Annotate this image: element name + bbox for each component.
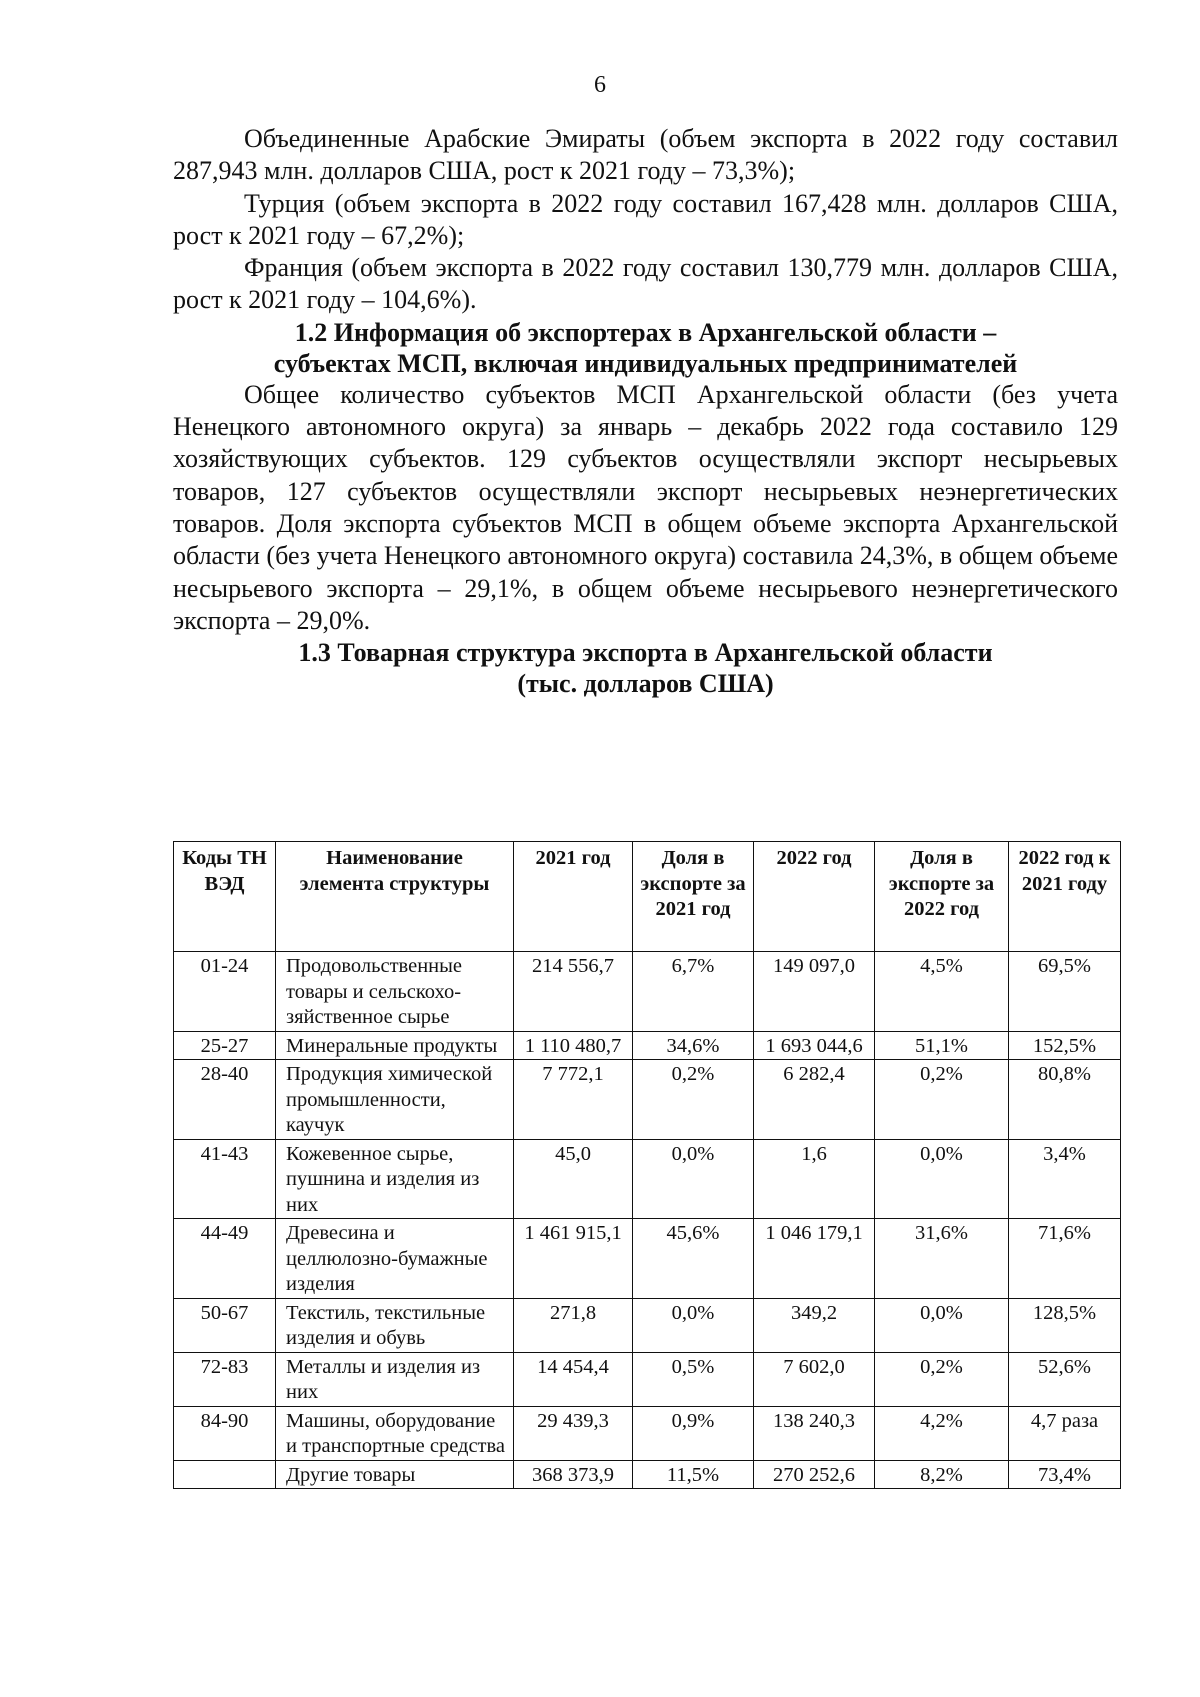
section-1-3-heading-line1: 1.3 Товарная структура экспорта в Архангельской области (298, 638, 993, 668)
cell-share-2022: 51,1% (875, 1031, 1009, 1060)
cell-name: Металлы и изделия из них (276, 1352, 514, 1406)
cell-share-2021: 0,2% (633, 1060, 754, 1140)
cell-value-2021: 29 439,3 (514, 1406, 633, 1460)
cell-ratio: 4,7 раза (1009, 1406, 1121, 1460)
cell-value-2021: 14 454,4 (514, 1352, 633, 1406)
cell-value-2021: 45,0 (514, 1139, 633, 1219)
cell-share-2022: 8,2% (875, 1460, 1009, 1489)
table-row (174, 1298, 1121, 1352)
header-2022: 2022 год (754, 842, 875, 952)
cell-code: 50-67 (174, 1298, 276, 1352)
intro-paragraph-uae: Объединенные Арабские Эмираты (объем экспорта в 2022 году составил 287,943 млн. долларов США, рост к 2021 году – 73,3%); (173, 124, 1118, 186)
cell-name: Текстиль, текстильные изделия и обувь (276, 1298, 514, 1352)
cell-value-2022: 270 252,6 (754, 1460, 875, 1489)
page-number: 6 (594, 72, 606, 98)
cell-code: 01-24 (174, 952, 276, 1032)
cell-share-2022: 4,2% (875, 1406, 1009, 1460)
cell-code: 28-40 (174, 1060, 276, 1140)
cell-value-2021: 7 772,1 (514, 1060, 633, 1140)
cell-share-2021: 45,6% (633, 1219, 754, 1299)
cell-share-2021: 6,7% (633, 952, 754, 1032)
cell-value-2022: 1 046 179,1 (754, 1219, 875, 1299)
cell-ratio: 69,5% (1009, 952, 1121, 1032)
cell-ratio: 52,6% (1009, 1352, 1121, 1406)
cell-name: Минеральные продукты (276, 1031, 514, 1060)
cell-code: 72-83 (174, 1352, 276, 1406)
cell-share-2022: 0,2% (875, 1352, 1009, 1406)
cell-name: Продукция химической промышленности, каучук (276, 1060, 514, 1140)
cell-ratio: 80,8% (1009, 1060, 1121, 1140)
cell-value-2022: 349,2 (754, 1298, 875, 1352)
page-content (173, 123, 1118, 699)
header-share-2021: Доля в экспорте за 2021 год (633, 842, 754, 952)
header-name: Наименование элемента структуры (276, 842, 514, 952)
section-1-3-heading-line2: (тыс. долларов США) (517, 669, 774, 699)
cell-share-2022: 0,2% (875, 1060, 1009, 1140)
section-1-2-heading (173, 317, 1118, 379)
table-row (174, 1219, 1121, 1299)
section-1-3-heading (173, 637, 1118, 699)
cell-name: Продовольственные товары и сельскохо-зяйственное сырье (276, 952, 514, 1032)
cell-value-2022: 6 282,4 (754, 1060, 875, 1140)
cell-ratio: 71,6% (1009, 1219, 1121, 1299)
header-ratio: 2022 год к 2021 году (1009, 842, 1121, 952)
cell-share-2021: 0,0% (633, 1298, 754, 1352)
cell-value-2022: 149 097,0 (754, 952, 875, 1032)
cell-value-2022: 1 693 044,6 (754, 1031, 875, 1060)
section-1-2-heading-line1: 1.2 Информация об экспортерах в Архангельской области – (294, 317, 997, 347)
table-row (174, 1139, 1121, 1219)
cell-ratio: 152,5% (1009, 1031, 1121, 1060)
cell-ratio: 73,4% (1009, 1460, 1121, 1489)
table-row (174, 1460, 1121, 1489)
cell-ratio: 3,4% (1009, 1139, 1121, 1219)
cell-value-2021: 368 373,9 (514, 1460, 633, 1489)
cell-share-2022: 31,6% (875, 1219, 1009, 1299)
intro-paragraph-france: Франция (объем экспорта в 2022 году составил 130,779 млн. долларов США, рост к 2021 году – 104,6%). (173, 253, 1118, 315)
cell-value-2022: 1,6 (754, 1139, 875, 1219)
cell-name: Другие товары (276, 1460, 514, 1489)
cell-value-2021: 1 461 915,1 (514, 1219, 633, 1299)
section-1-2-paragraph: Общее количество субъектов МСП Архангельской области (без учета Ненецкого автономного округа) за январь – декабрь 2022 года составило 129 хозяйствующих субъектов. 129 субъектов осуществляли экспорт несырьевых товаров, 127 субъектов осуществляли экспорт несырьевых неэнергетических товаров. Доля экспорта субъектов МСП в общем объеме экспорта Архангельской области (без учета Ненецкого автономного округа) составила 24,3%, в общем объеме несырьевого экспорта – 29,1%, в общем объеме несырьевого неэнергетического экспорта – 29,0%. (173, 379, 1118, 635)
cell-share-2021: 0,5% (633, 1352, 754, 1406)
cell-value-2021: 214 556,7 (514, 952, 633, 1032)
cell-name: Кожевенное сырье, пушнина и изделия из них (276, 1139, 514, 1219)
cell-share-2021: 34,6% (633, 1031, 754, 1060)
cell-value-2022: 7 602,0 (754, 1352, 875, 1406)
cell-code: 44-49 (174, 1219, 276, 1299)
table-row (174, 1060, 1121, 1140)
header-2021: 2021 год (514, 842, 633, 952)
table-row (174, 1406, 1121, 1460)
header-codes: Коды ТН ВЭД (174, 842, 276, 952)
cell-ratio: 128,5% (1009, 1298, 1121, 1352)
cell-code: 84-90 (174, 1406, 276, 1460)
cell-share-2022: 0,0% (875, 1139, 1009, 1219)
cell-share-2021: 0,0% (633, 1139, 754, 1219)
table-header-row (174, 842, 1121, 952)
cell-share-2021: 0,9% (633, 1406, 754, 1460)
cell-share-2022: 0,0% (875, 1298, 1009, 1352)
cell-share-2022: 4,5% (875, 952, 1009, 1032)
cell-code (174, 1460, 276, 1489)
table-row (174, 1031, 1121, 1060)
cell-value-2021: 1 110 480,7 (514, 1031, 633, 1060)
section-1-2-heading-line2: субъектах МСП, включая индивидуальных предпринимателей (273, 348, 1018, 378)
cell-value-2021: 271,8 (514, 1298, 633, 1352)
cell-code: 25-27 (174, 1031, 276, 1060)
cell-name: Машины, оборудование и транспортные средства (276, 1406, 514, 1460)
header-share-2022: Доля в экспорте за 2022 год (875, 842, 1009, 952)
intro-paragraph-turkey: Турция (объем экспорта в 2022 году составил 167,428 млн. долларов США, рост к 2021 году – 67,2%); (173, 188, 1118, 250)
table-row (174, 1352, 1121, 1406)
table-row (174, 952, 1121, 1032)
cell-name: Древесина и целлюлозно-бумажные изделия (276, 1219, 514, 1299)
cell-value-2022: 138 240,3 (754, 1406, 875, 1460)
cell-code: 41-43 (174, 1139, 276, 1219)
cell-share-2021: 11,5% (633, 1460, 754, 1489)
export-structure-table (173, 841, 1121, 1489)
